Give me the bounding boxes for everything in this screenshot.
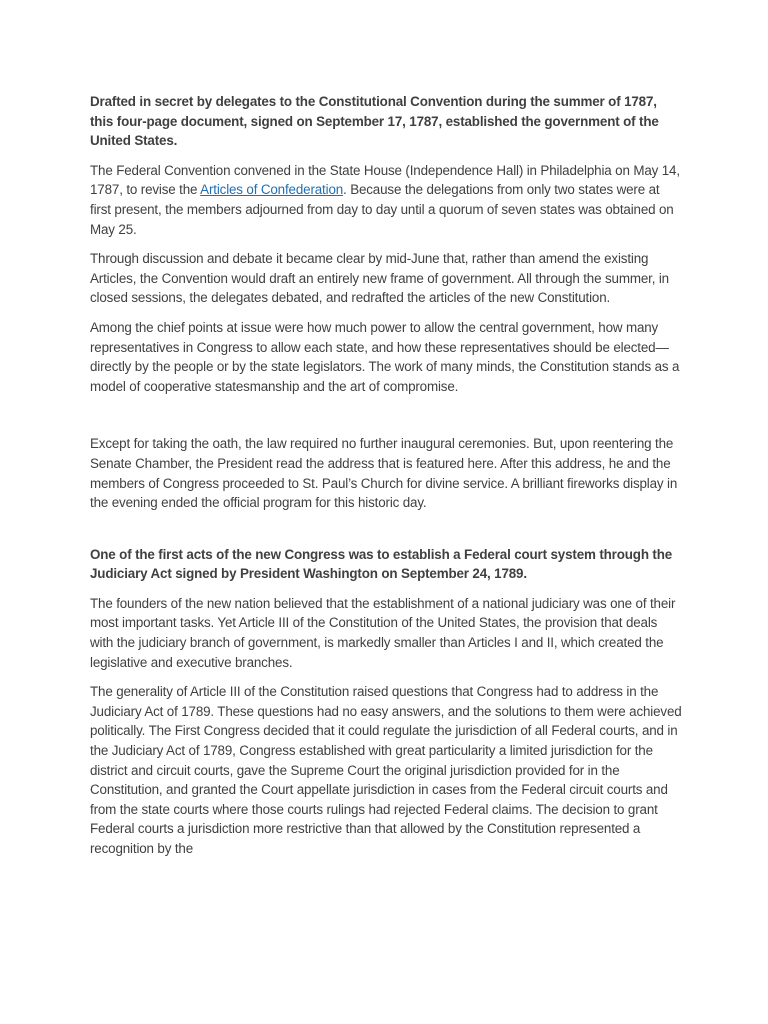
- paragraph-founders: The founders of the new nation believed that the establishment of a national judiciary was one of their most important tasks. Yet Article III of the Constitution of the United States, the provision that deals with the judiciary branch of government, is markedly smaller than Articles I and II, which created the legislative and executive branches.: [90, 595, 676, 670]
- articles-of-confederation-link[interactable]: Articles of Confederation: [200, 182, 344, 198]
- paragraph-discussion: Through discussion and debate it became clear by mid-June that, rather than amend the existing Articles, the Convention would draft an entirely new frame of government. All through the summer, in closed sessions, the delegates debated, and redrafted the articles of the new Constitution.: [90, 251, 669, 306]
- paragraph-article-iii: The generality of Article III of the Constitution raised questions that Congress had to address in the Judiciary Act of 1789. These questions had no easy answers, and the solutions to them were achieved politically. The First Congress decided that it could regulate the jurisdiction of all Federal courts, and in the Judiciary Act of 1789, Congress established with great particularity a limited jurisdiction for the district and circuit courts, gave the Supreme Court the original jurisdiction provided for in the Constitution, and granted the Court appellate jurisdiction in cases from the Federal circuit courts and from the state courts where those courts rulings had rejected Federal claims. The decision to grant Federal courts a jurisdiction more restrictive than that allowed by the Constitution represented a recognition by the: [90, 684, 682, 856]
- paragraph-text: The Federal Convention convened in the State House (Independence Hall) in Philadelphia on May 14, 1787, to revise the: [90, 162, 680, 198]
- judiciary-heading-bold: One of the first acts of the new Congress was to establish a Federal court system through the Judiciary Act signed by President Washington on September 24, 1789.: [90, 546, 673, 582]
- paragraph-chief-points: Among the chief points at issue were how much power to allow the central government, how many representatives in Congress to allow each state, and how these representatives should be elected—directly by the people or by the state legislators. The work of many minds, the Constitution stands as a model of cooperative statesmanship and the art of compromise.: [90, 319, 680, 394]
- paragraph-inaugural: Except for taking the oath, the law required no further inaugural ceremonies. But, upon reentering the Senate Chamber, the President read the address that is featured here. After this address, he and the members of Congress proceeded to St. Paul’s Church for divine service. A brilliant fireworks display in the evening ended the official program for this historic day.: [90, 436, 678, 511]
- document-page: [90, 92, 682, 859]
- paragraph-text: . Because the delegations from only two states were at first present, the members adjourned from day to day until a quorum of seven states was obtained on May 25.: [90, 182, 674, 237]
- paragraph-federal-convention: [90, 161, 682, 239]
- intro-bold-paragraph: Drafted in secret by delegates to the Constitutional Convention during the summer of 1787, this four-page document, signed on September 17, 1787, established the government of the United States.: [90, 94, 659, 149]
